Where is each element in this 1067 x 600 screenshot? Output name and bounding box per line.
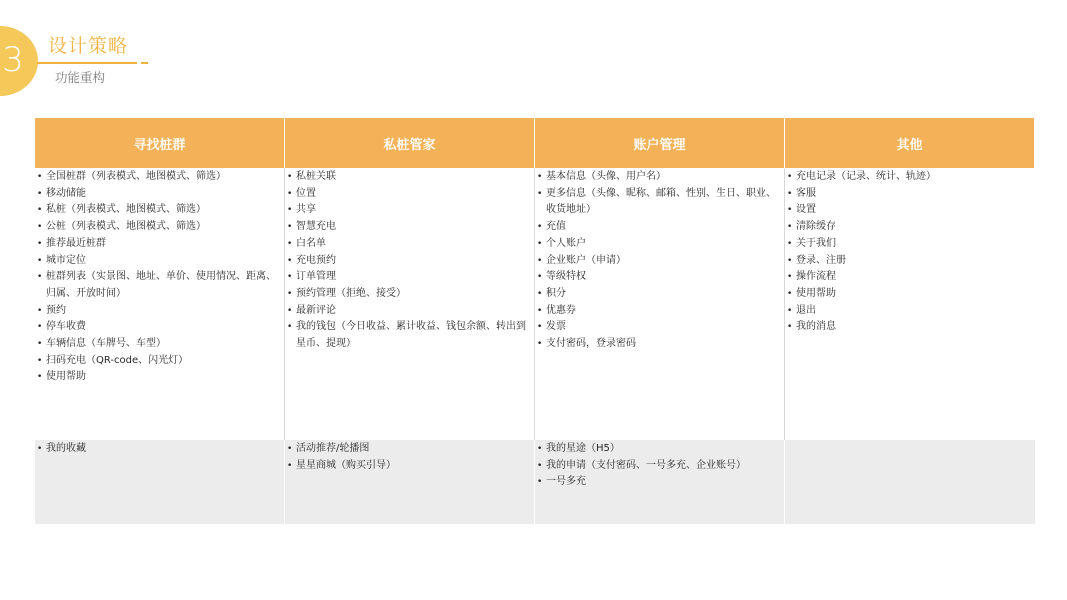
feature-item: • 最新评论 — [285, 303, 534, 320]
feature-item: • 充值 — [535, 219, 784, 236]
title-underline-dash — [141, 62, 148, 64]
extra-feature-item: • 我的收藏 — [35, 441, 284, 458]
extra-cell-other — [785, 440, 1035, 524]
feature-item: • 停车收费 — [35, 319, 284, 336]
feature-item: • 基本信息（头像、用户名） — [535, 169, 784, 186]
feature-item: • 私桩（列表模式、地图模式、筛选） — [35, 202, 284, 219]
feature-item: • 客服 — [785, 186, 1035, 203]
feature-list — [785, 169, 1035, 336]
feature-item: • 使用帮助 — [35, 369, 284, 386]
column-header-find-stations: 寻找桩群 — [35, 118, 285, 168]
title-underline — [37, 62, 137, 64]
feature-item: • 预约管理（拒绝、接受） — [285, 286, 534, 303]
feature-item: • 优惠券 — [535, 303, 784, 320]
feature-list — [535, 169, 784, 353]
feature-item: • 支付密码，登录密码 — [535, 336, 784, 353]
feature-item: • 发票 — [535, 319, 784, 336]
extra-feature-item: • 一号多充 — [535, 474, 784, 491]
feature-item: • 充电预约 — [285, 253, 534, 270]
feature-item: • 移动储能 — [35, 186, 284, 203]
extra-cell-private-pile — [285, 440, 535, 524]
extra-feature-list — [35, 441, 284, 458]
extra-cell-find-stations — [35, 440, 285, 524]
column-header-other: 其他 — [785, 118, 1035, 168]
feature-item: • 设置 — [785, 202, 1035, 219]
feature-list — [35, 169, 284, 386]
extra-feature-item: • 我的申请（支付密码、一号多充、企业账号） — [535, 458, 784, 475]
feature-item: • 关于我们 — [785, 236, 1035, 253]
column-cell-other — [785, 168, 1035, 440]
feature-item: • 城市定位 — [35, 253, 284, 270]
feature-item: • 推荐最近桩群 — [35, 236, 284, 253]
feature-item: • 积分 — [535, 286, 784, 303]
feature-item: • 白名单 — [285, 236, 534, 253]
column-cell-account — [535, 168, 785, 440]
column-header-private-pile: 私桩管家 — [285, 118, 535, 168]
feature-item: • 桩群列表（实景图、地址、单价、使用情况、距离、归属、开放时间） — [35, 269, 284, 302]
feature-item: • 更多信息（头像、昵称、邮箱、性别、生日、职业、收货地址） — [535, 186, 784, 219]
feature-item: • 清除缓存 — [785, 219, 1035, 236]
page-subtitle: 功能重构 — [55, 70, 106, 85]
feature-item: • 全国桩群（列表模式、地图模式、筛选） — [35, 169, 284, 186]
extra-feature-item: • 我的星途（H5） — [535, 441, 784, 458]
feature-item: • 个人账户 — [535, 236, 784, 253]
column-header-account: 账户管理 — [535, 118, 785, 168]
feature-item: • 我的钱包（今日收益、累计收益、钱包余额、转出到星币、提现） — [285, 319, 534, 352]
feature-item: • 智慧充电 — [285, 219, 534, 236]
feature-item: • 退出 — [785, 303, 1035, 320]
feature-item: • 扫码充电（QR-code、闪光灯） — [35, 353, 284, 370]
extra-cell-account — [535, 440, 785, 524]
extra-feature-list — [285, 441, 534, 474]
feature-item: • 预约 — [35, 303, 284, 320]
feature-item: • 订单管理 — [285, 269, 534, 286]
feature-list — [285, 169, 534, 353]
feature-item: • 登录、注册 — [785, 253, 1035, 270]
feature-item: • 私桩关联 — [285, 169, 534, 186]
extra-feature-item: • 活动推荐/轮播图 — [285, 441, 534, 458]
feature-item: • 充电记录（记录、统计、轨迹） — [785, 169, 1035, 186]
column-cell-private-pile — [285, 168, 535, 440]
column-cell-find-stations — [35, 168, 285, 440]
extra-feature-list — [535, 441, 784, 491]
feature-item: • 等级特权 — [535, 269, 784, 286]
page-title: 设计策略 — [48, 35, 129, 57]
feature-table — [35, 118, 1036, 524]
section-number: 3 — [2, 40, 24, 80]
extra-feature-item: • 星星商城（购买引导） — [285, 458, 534, 475]
feature-item: • 企业账户（申请） — [535, 253, 784, 270]
feature-item: • 我的消息 — [785, 319, 1035, 336]
feature-item: • 车辆信息（车牌号、车型） — [35, 336, 284, 353]
feature-item: • 操作流程 — [785, 269, 1035, 286]
feature-item: • 使用帮助 — [785, 286, 1035, 303]
feature-item: • 位置 — [285, 186, 534, 203]
feature-item: • 共享 — [285, 202, 534, 219]
feature-item: • 公桩（列表模式、地图模式、筛选） — [35, 219, 284, 236]
